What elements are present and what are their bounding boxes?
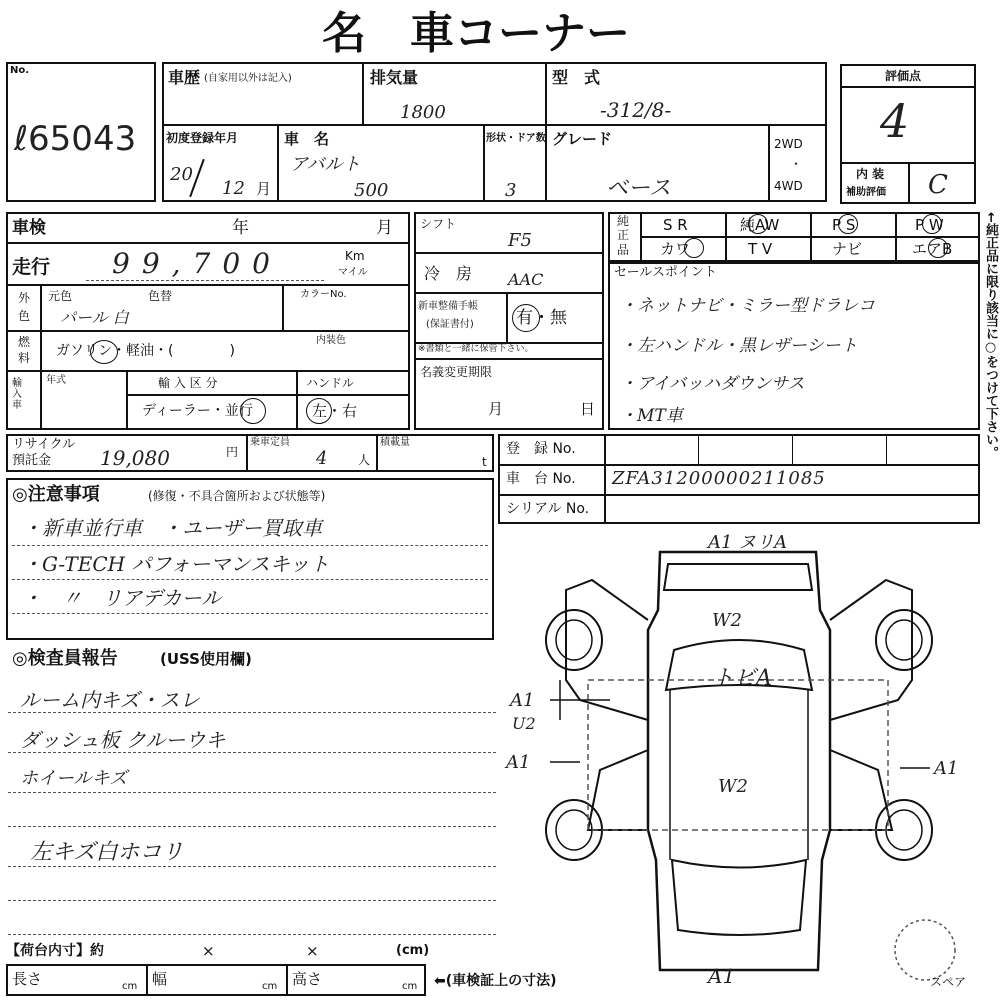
report-line [8,934,496,935]
chassis-number: ZFA31200000211085 [612,468,826,489]
month-unit: 月 [256,180,272,198]
divider [768,124,770,202]
chassis-label: 車 台 No. [506,471,576,487]
divider [286,964,288,996]
fuel-label-2: 料 [18,351,31,365]
exterior-label-2: 色 [18,309,31,323]
report-item: ホイールキズ [20,768,128,789]
drive-2wd: 2WD [774,137,803,151]
width-label: 幅 [152,970,168,988]
divider [545,62,547,202]
side-note: ←純正品に限り該当に○をつけて下さい。 [983,212,998,459]
dimension-table [6,964,426,996]
times-1: × [202,942,215,960]
shift-value: F5 [508,230,532,251]
dimension-note: ⬅(車検証上の寸法) [434,973,557,989]
length-label: 長さ [12,970,43,988]
history-note: (自家用以外は記入) [204,73,292,84]
handle-label: ハンドル [306,376,355,390]
import-label: 輸入車 [12,378,22,411]
shift-label: シフト [420,217,457,231]
divider [725,212,727,262]
divider [414,358,604,360]
manual-options: 有・無 [516,308,567,328]
inspector-label: ◎検査員報告 [12,648,118,669]
page-title: 名 車コーナー [322,8,630,59]
equip-tv: T V [748,240,773,258]
genuine-label: 純正品 [617,214,630,257]
first-reg-month: 12 [222,178,245,199]
divider [414,292,604,294]
car-diagram [500,530,980,1000]
history-label: 車歴 [168,68,201,87]
divider [640,212,642,262]
serial-label: シリアル No. [506,501,590,517]
color-value: パール 白 [60,308,129,327]
equip-airbag-circle [928,238,948,258]
cargo-label: 【荷台内寸】約 [6,943,104,959]
handle-options: 左・右 [312,402,358,420]
color-no-label: カラーNo. [300,289,347,300]
year-unit: 年 [232,218,249,238]
ac-label: 冷 房 [424,264,473,283]
first-reg-label: 初度登録年月 [166,131,239,145]
divider [6,284,410,286]
manual-note: ※書類と一緒に保管下さい。 [418,344,534,354]
ac-value: AAC [508,270,544,289]
recycle-label: リサイクル [12,437,76,452]
divider [698,434,699,464]
mark-windshield: トビA [712,666,772,691]
caution-line [12,579,488,580]
lot-number: ℓ65043 [14,119,137,159]
divider [810,212,812,262]
inspection-label: 車検 [12,218,46,238]
equip-sr: S R [663,216,688,234]
fuel-circle [90,340,118,364]
month-unit-3: 月 [488,400,504,418]
drive-4wd: 4WD [774,179,803,193]
divider [40,284,42,430]
divider [282,284,284,330]
day-unit: 日 [580,400,596,418]
divider [506,292,508,342]
doors-value: 3 [505,180,517,201]
fuel-options: ガソリン・軽油・( ) [56,343,235,359]
car-name-value2: 500 [354,180,389,201]
length-unit: cm [122,981,138,992]
divider [895,212,897,262]
yen-unit: 円 [226,445,239,459]
sales-point: ・ネットナビ・ミラー型ドラレコ [620,296,875,316]
divider [6,370,410,372]
mileage-value: 99,700 [112,247,282,280]
divider [840,86,976,88]
report-line [8,792,496,793]
orig-color-label: 元色 [48,289,73,303]
mark-front: A1 ヌリA [708,532,788,553]
lot-no-label: No. [10,65,30,76]
height-unit: cm [402,981,418,992]
name-change-label: 名義変更期限 [420,365,493,379]
drive-dot: ・ [790,157,803,171]
caution-item: ・新車並行車 ・ユーザー買取車 [22,516,322,540]
divider [362,62,364,124]
score-value: 4 [880,94,910,148]
import-type-label: 輸 入 区 分 [158,376,218,390]
sales-point: ・MT車 [620,406,683,426]
km-label: Km [345,249,365,263]
report-item: ルーム内キズ・スレ [20,688,200,712]
report-line [8,826,496,827]
divider [886,434,887,464]
divider [126,372,128,430]
equip-ps-circle [838,214,858,234]
equip-ps: P S [832,216,856,234]
capacity-value: 4 [316,448,328,469]
import-type: ディーラー・並行 [142,403,253,419]
capacity-label: 乗車定員 [250,437,290,448]
displacement-label: 排気量 [370,68,419,87]
divider [498,494,980,496]
width-unit: cm [262,981,278,992]
divider [376,434,378,472]
mark-left-upper: A1 [510,690,535,711]
divider [128,394,410,396]
first-reg-year: 20 [170,164,193,185]
displacement-value: 1800 [400,102,446,123]
reg-no-label: 登 録 No. [506,441,576,457]
equip-aw: 純AW [740,216,780,234]
height-label: 高さ [292,970,323,988]
person-unit: 人 [358,453,371,467]
mark-left-mid: U2 [512,714,536,733]
equip-navi: ナビ [832,240,863,258]
times-2: × [306,942,319,960]
report-line [8,712,496,713]
equip-pw-circle [922,214,942,234]
caution-item: ・G-TECH パフォーマンスキット [22,552,330,576]
divider [483,124,485,202]
report-item: 左キズ白ホコリ [30,840,184,865]
model-label: 型 式 [552,68,601,87]
divider [6,242,410,244]
month-unit-2: 月 [376,218,393,238]
equip-aw-circle [748,214,768,234]
equip-cw-circle [684,238,704,258]
divider [498,464,980,466]
interior-score: C [928,170,948,200]
import-circle [240,398,266,424]
mark-right: A1 [934,758,959,779]
report-line [8,752,496,753]
cm-paren: (cm) [396,943,430,958]
caution-label: ◎注意事項 [12,484,100,505]
equip-cw: カワ [660,240,691,258]
mileage-line [86,280,324,281]
load-label: 積載量 [380,437,410,448]
divider [908,162,910,204]
report-line [8,900,496,901]
handle-circle [306,398,332,424]
caution-line [12,613,488,614]
car-name-label: 車 名 [284,130,330,148]
sales-label: セールスポイント [614,265,717,280]
caution-item: ・ 〃 リアデカール [22,586,222,610]
interior-color-label: 内装色 [316,335,346,346]
spare-label: スペア [930,975,967,989]
report-line [8,866,496,867]
manual-circle [512,304,540,332]
model-value: -312/8- [600,98,672,122]
exterior-label-1: 外 [18,291,31,305]
interior-sub: 補助評価 [846,187,886,198]
sales-point: ・アイバッハダウンサス [620,374,805,394]
manual-sub: (保証書付) [426,319,474,330]
grade-label: グレード [552,130,613,148]
ton-unit: t [482,455,487,469]
recycle-sub: 預託金 [12,453,52,468]
divider [604,434,606,524]
recycle-fee: 19,080 [100,446,170,470]
report-item: ダッシュ板 クルーウキ [20,728,226,752]
fuel-label-1: 燃 [18,335,31,349]
equip-pw: P W [915,216,944,234]
divider [246,434,248,472]
doors-label: 形状・ドア数 [486,133,546,144]
divider [414,252,604,254]
score-label: 評価点 [885,69,922,83]
divider [277,124,279,202]
car-name-value: アバルト [290,154,361,175]
divider [296,372,298,430]
grade-value: ベース [606,176,671,201]
inspector-sub: (USS使用欄) [160,650,252,668]
divider [6,330,410,332]
manual-label: 新車整備手帳 [418,301,478,312]
mark-hood: W2 [712,610,742,631]
interior-label: 内 装 [856,167,885,181]
mile-label: マイル [338,267,368,278]
divider [792,434,793,464]
import-year-label: 年式 [46,375,66,386]
divider [162,124,827,126]
equip-airbag: エアB [912,240,953,258]
divider [146,964,148,996]
sales-point: ・左ハンドル・黒レザーシート [620,336,858,356]
mark-roof: W2 [718,776,748,797]
repaint-label: 色替 [148,289,173,303]
mark-left-lower: A1 [506,752,531,773]
caution-line [12,545,488,546]
caution-sub: (修復・不具合箇所および状態等) [148,489,326,503]
mark-rear: A1 [708,964,736,988]
mileage-label: 走行 [12,256,51,278]
